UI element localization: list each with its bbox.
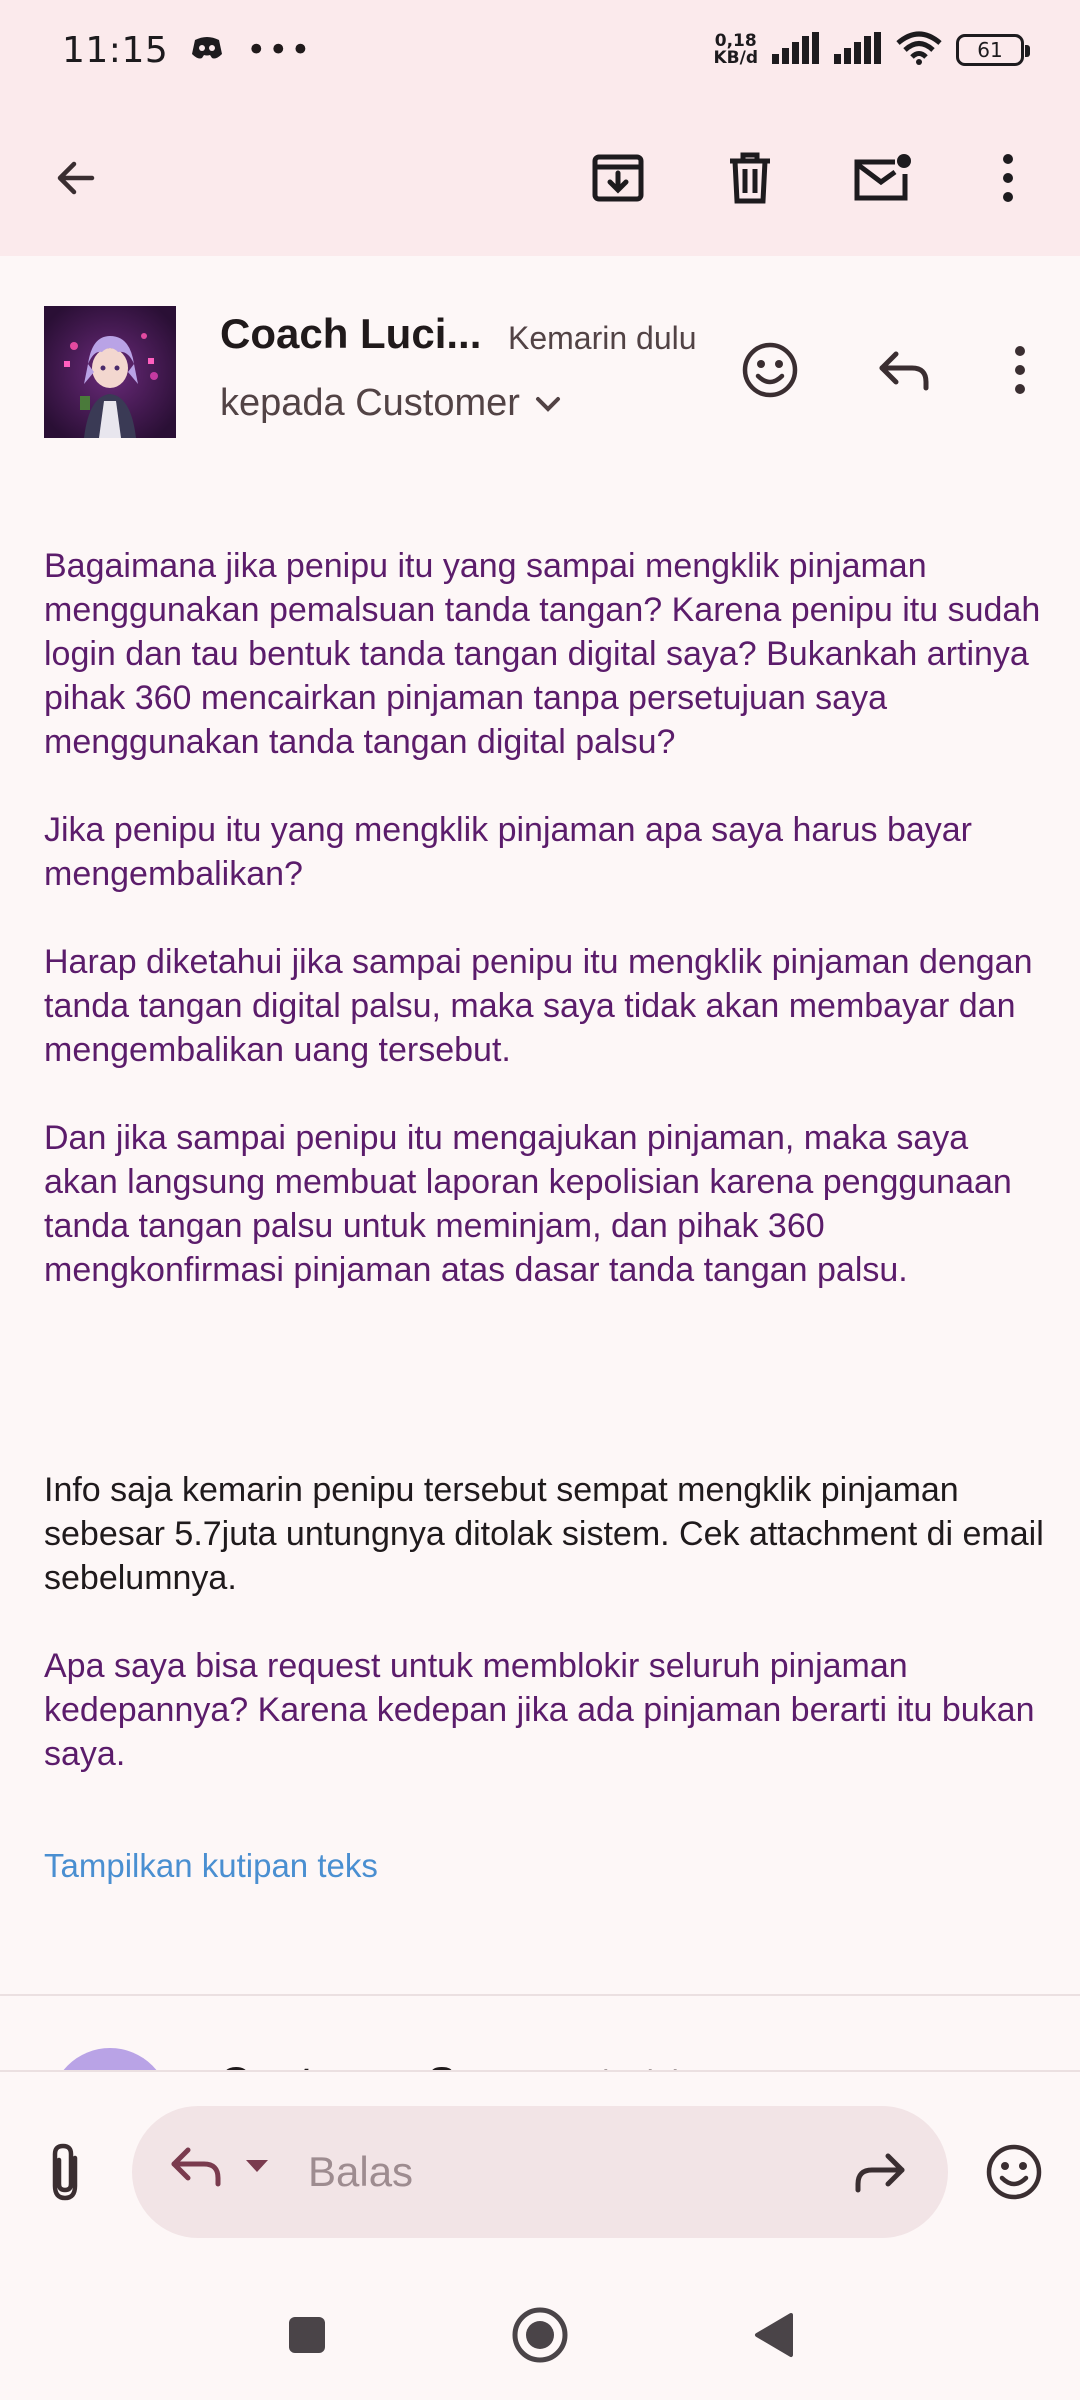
message-paragraph: Info saja kemarin penipu tersebut sempat mengklik pinjaman sebesar 5.7juta untungnya ditolak sistem. Cek attachment di email sebelumnya. — [44, 1471, 1044, 1597]
reply-input[interactable] — [132, 2106, 948, 2238]
top-toolbar — [0, 100, 1080, 256]
emoji-icon — [741, 341, 799, 399]
reply-bar — [0, 2070, 1080, 2270]
message-paragraph: Jika penipu itu yang mengklik pinjaman apa saya harus bayar mengembalikan? — [44, 811, 972, 893]
sender-name[interactable]: Coach Luci... — [220, 310, 482, 357]
reply-button[interactable] — [864, 330, 944, 410]
home-circle-icon — [511, 2306, 569, 2364]
mail-unread-icon — [851, 152, 913, 204]
square-icon — [287, 2315, 327, 2355]
wifi-icon — [896, 31, 942, 69]
recents-button[interactable] — [272, 2300, 342, 2370]
system-nav-bar — [0, 2270, 1080, 2400]
paperclip-icon — [45, 2142, 85, 2202]
archive-button[interactable] — [578, 138, 658, 218]
attach-button[interactable] — [30, 2134, 100, 2210]
battery-indicator: 61 — [956, 34, 1024, 66]
triangle-back-icon — [751, 2311, 795, 2359]
next-message-peek[interactable] — [0, 2040, 1080, 2070]
back-nav-button[interactable] — [738, 2300, 808, 2370]
react-emoji-button[interactable] — [730, 330, 810, 410]
clock: 11:15 — [62, 29, 169, 71]
chevron-down-icon — [534, 394, 562, 414]
delete-button[interactable] — [710, 138, 790, 218]
reply-icon — [168, 2144, 224, 2188]
arrow-left-icon — [52, 154, 100, 202]
emoji-icon — [985, 2143, 1043, 2201]
network-speed: 0,18 KB/d — [713, 31, 758, 68]
forward-button[interactable] — [848, 2142, 912, 2202]
more-options-button[interactable] — [968, 138, 1048, 218]
emoji-button[interactable] — [976, 2134, 1052, 2210]
reply-mode-dropdown[interactable] — [168, 2144, 270, 2188]
back-button[interactable] — [36, 138, 116, 218]
message-paragraph: Bagaimana jika penipu itu yang sampai mengklik pinjaman menggunakan pemalsuan tanda tangan? Karena penipu itu sudah login dan tau bentuk tanda tangan digital saya? Bukankah artinya pihak 360 mencairkan pinjaman tanpa persetujuan saya menggunakan tanda tangan digital palsu? — [44, 547, 1041, 761]
more-vert-icon — [1012, 345, 1028, 395]
avatar[interactable] — [44, 306, 176, 438]
more-vert-icon — [1000, 153, 1016, 203]
show-quoted-text-link[interactable]: Tampilkan kutipan teks — [44, 1847, 378, 1884]
reply-icon — [876, 348, 932, 392]
caret-down-icon — [244, 2158, 270, 2174]
message-paragraph: Apa saya bisa request untuk memblokir seluruh pinjaman kedepannya? Karena kedepan jika ada pinjaman berarti itu bukan saya. — [44, 1647, 1035, 1773]
recipient-label: kepada Customer — [220, 382, 520, 424]
message-paragraph: Harap diketahui jika sampai penipu itu mengklik pinjaman dengan tanda tangan digital palsu, maka saya tidak akan membayar dan mengembalikan uang tersebut. — [44, 943, 1033, 1069]
signal-icon — [772, 32, 820, 68]
more-notifications-icon: ••• — [246, 30, 313, 70]
message-paragraph: Dan jika sampai penipu itu mengajukan pinjaman, maka saya akan langsung membuat laporan kepolisian karena penggunaan tanda tangan palsu untuk meminjam, dan pihak 360 mengkonfirmasi pinjaman atas dasar tanda tangan palsu. — [44, 1119, 1012, 1289]
status-bar — [0, 0, 1080, 100]
archive-icon — [591, 151, 645, 205]
trash-icon — [726, 151, 774, 205]
message-header — [0, 300, 1080, 450]
home-button[interactable] — [505, 2300, 575, 2370]
recipient-toggle[interactable] — [220, 382, 562, 425]
signal-icon-2 — [834, 32, 882, 68]
message-date: Kemarin dulu — [508, 320, 697, 356]
message-divider — [0, 1994, 1080, 1996]
message-more-button[interactable] — [980, 330, 1060, 410]
mark-unread-button[interactable] — [842, 138, 922, 218]
forward-icon — [852, 2150, 908, 2194]
reply-placeholder: Balas — [308, 2148, 414, 2195]
discord-icon — [190, 34, 224, 66]
